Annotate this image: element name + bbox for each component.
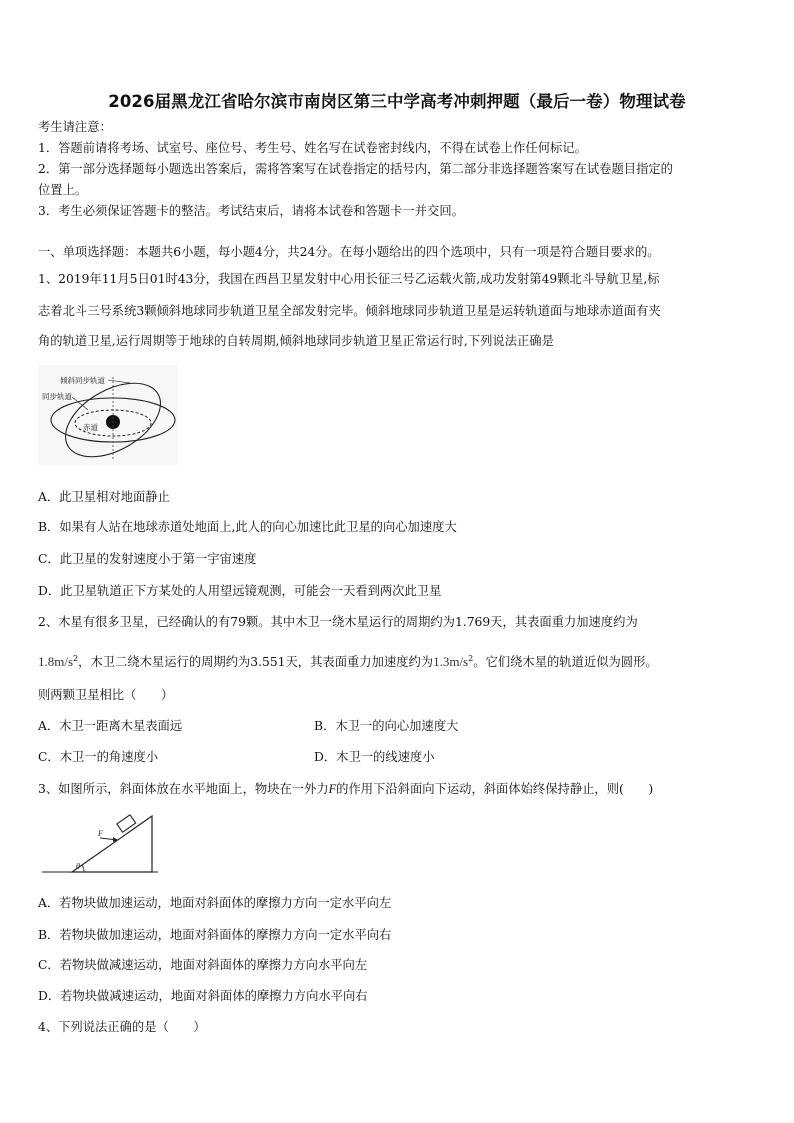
q1-line-2: 志着北斗三号系统3颗倾斜地球同步轨道卫星全部发射完毕。倾斜地球同步轨道卫星是运转轨道面与地球赤道面有夹 [38,304,661,318]
force-label: F [98,829,103,838]
q2-line-2-end: 。它们绕木星的轨道近似为圆形。 [473,655,658,670]
q2-unit-2: 1.3m/s [433,654,469,670]
q2-unit-1: 1.8m/s [38,654,74,670]
q2-option-d: D．木卫一的线速度小 [314,750,435,764]
q3-stem-post: 的作用下沿斜面向下运动，斜面体始终保持静止，则( ) [336,782,654,796]
incline-figure [40,808,160,880]
q1-option-a: A．此卫星相对地面静止 [38,490,170,504]
q2-option-c: C．木卫一的角速度小 [38,750,159,764]
q2-option-b: B．木卫一的向心加速度大 [314,719,459,733]
notice-item-2: 2．第一部分选择题每小题选出答案后，需将答案写在试卷指定的括号内，第二部分非选择题答案写在试卷题目指定的 [38,162,673,176]
q4-stem: 4、下列说法正确的是（ ） [38,1020,206,1034]
q3-force-symbol: F [328,782,337,796]
orbit-figure [38,365,178,465]
q1-line-3: 角的轨道卫星,运行周期等于地球的自转周期,倾斜地球同步轨道卫星正常运行时,下列说法正确是 [38,334,554,348]
q2-unit-2-exp: 2 [468,654,474,663]
exam-title: 2026届黑龙江省哈尔滨市南岗区第三中学高考冲刺押题（最后一卷）物理试卷 [108,92,686,111]
label-sync-orbit: 同步轨道 [42,392,72,401]
notice-heading: 考生请注意： [38,120,112,134]
q1-option-d: D．此卫星轨道正下方某处的人用望远镜观测，可能会一天看到两次此卫星 [38,584,442,598]
q3-option-c: C．若物块做减速运动，地面对斜面体的摩擦力方向水平向左 [38,958,368,972]
q2-line-1: 2、木星有很多卫星，已经确认的有79颗。其中木卫一绕木星运行的周期约为1.769天，其表面重力加速度约为 [38,615,638,629]
q3-option-b: B．若物块做加速运动，地面对斜面体的摩擦力方向一定水平向右 [38,928,392,942]
q2-line-2-mid: ，木卫二绕木星运行的周期约为3.551天，其表面重力加速度约为 [78,655,434,670]
q3-option-d: D．若物块做减速运动，地面对斜面体的摩擦力方向水平向右 [38,989,368,1003]
section-heading: 一、单项选择题：本题共6小题，每小题4分，共24分。在每小题给出的四个选项中，只有一项是符合题目要求的。 [38,245,660,259]
label-equator: 赤道 [83,423,98,432]
notice-item-2-cont: 位置上。 [38,183,88,197]
q2-option-a: A．木卫一距离木星表面远 [38,719,183,733]
notice-item-3: 3．考生必须保证答题卡的整洁。考试结束后，请将本试卷和答题卡一并交回。 [38,204,464,218]
q2-unit-1-exp: 2 [73,654,79,663]
label-tilted-orbit: 倾斜同步轨道 [60,376,105,385]
notice-item-1: 1．答题前请将考场、试室号、座位号、考生号、姓名写在试卷密封线内，不得在试卷上作任何标记。 [38,141,587,155]
angle-label: θ [76,862,80,871]
q3-stem-pre: 3、如图所示，斜面体放在水平地面上，物块在一外力 [38,782,329,796]
q1-line-1: 1、2019年11月5日01时43分，我国在西昌卫星发射中心用长征三号乙运载火箭,成功发射第49颗北斗导航卫星,标 [38,272,660,286]
q2-line-2 [38,650,760,671]
q3-option-a: A．若物块做加速运动，地面对斜面体的摩擦力方向一定水平向左 [38,896,392,910]
q2-line-3: 则两颗卫星相比（ ） [38,688,174,702]
q1-option-b: B．如果有人站在地球赤道处地面上,此人的向心加速比此卫星的向心加速度大 [38,520,457,534]
q3-stem [38,780,760,798]
q1-option-c: C．此卫星的发射速度小于第一宇宙速度 [38,552,257,566]
